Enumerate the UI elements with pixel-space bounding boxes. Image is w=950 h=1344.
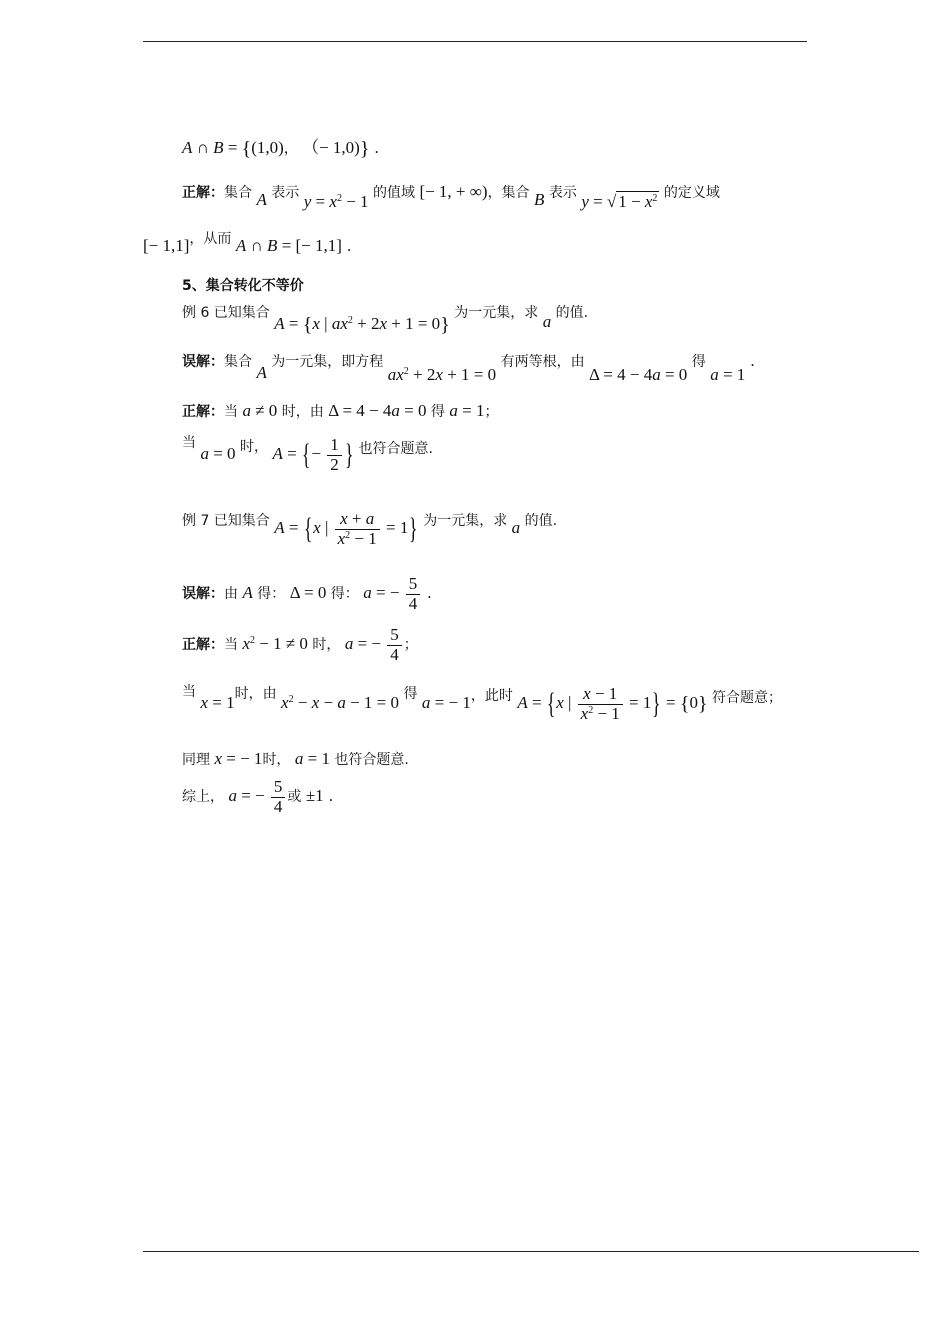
correct-label: 正解： xyxy=(182,185,224,201)
wrong-label: 误解： xyxy=(182,586,224,603)
example-7-correct: 正解：当 $x^2 - 1 \ne 0$ 时， a = − $\frac{5}{4}$ ； xyxy=(182,625,418,664)
intersection-result-line: A ∩ B = {(1,0)， （− 1,0)} . xyxy=(182,138,379,160)
correct-label: 正解： xyxy=(182,637,224,654)
wrong-label: 误解： xyxy=(182,354,224,370)
summary-line: 综上， a = − $\frac{5}{4}$ 或 ±1 . xyxy=(182,777,334,816)
example-7: 例 7 已知集合 A = {x | $\frac{x + a}{x^2 - 1}$ = 1} 为一元集，求 a 的值. xyxy=(182,509,558,548)
example-6-wrong: 误解：集合 A 为一元集，即方程 $ax^2 + 2x + 1 = 0$ 有两等根，由 Δ = 4 − 4a = 0 得 a = 1 . xyxy=(182,352,755,384)
correct-solution-line-1: 正解：集合 A 表示 $y = x^2 - 1$ 的值域 [− 1, + ∞)，集合 B 表示 y = √ $1 - x^2$ 的定义域 xyxy=(182,182,720,211)
example-6-case-zero: 当 a = 0 时， A = {− $\frac{1}{2}$ } 也符合题意. xyxy=(182,435,433,474)
example-7-case-one: 当 x = 1时，由 $x^2 - x - a - 1 = 0$ 得 a = − 1，此时 A = {x | $\frac{x - 1}{x^2 - 1}$ = 1} = {0} 符合题意； xyxy=(182,684,783,723)
section-title: 5、集合转化不等价 xyxy=(182,278,304,294)
correct-label: 正解： xyxy=(182,404,224,420)
correct-solution-line-2: [− 1,1]，从而 A ∩ B = [− 1,1] . xyxy=(143,231,352,255)
example-7-case-minus-one: 同理 x = − 1时， a = 1 也符合题意. xyxy=(182,749,409,768)
header-rule xyxy=(143,41,807,42)
footer-rule xyxy=(143,1251,919,1252)
example-6-correct: 正解：当 a ≠ 0 时，由 Δ = 4 − 4a = 0 得 a = 1； xyxy=(182,401,499,420)
example-6: 例 6 已知集合 A = {x | $ax^2 + 2x + 1 = 0$} 为一元集，求 a 的值. xyxy=(182,305,589,336)
example-7-wrong: 误解：由 A 得： Δ = 0 得： a = − $\frac{5}{4}$ . xyxy=(182,574,432,613)
